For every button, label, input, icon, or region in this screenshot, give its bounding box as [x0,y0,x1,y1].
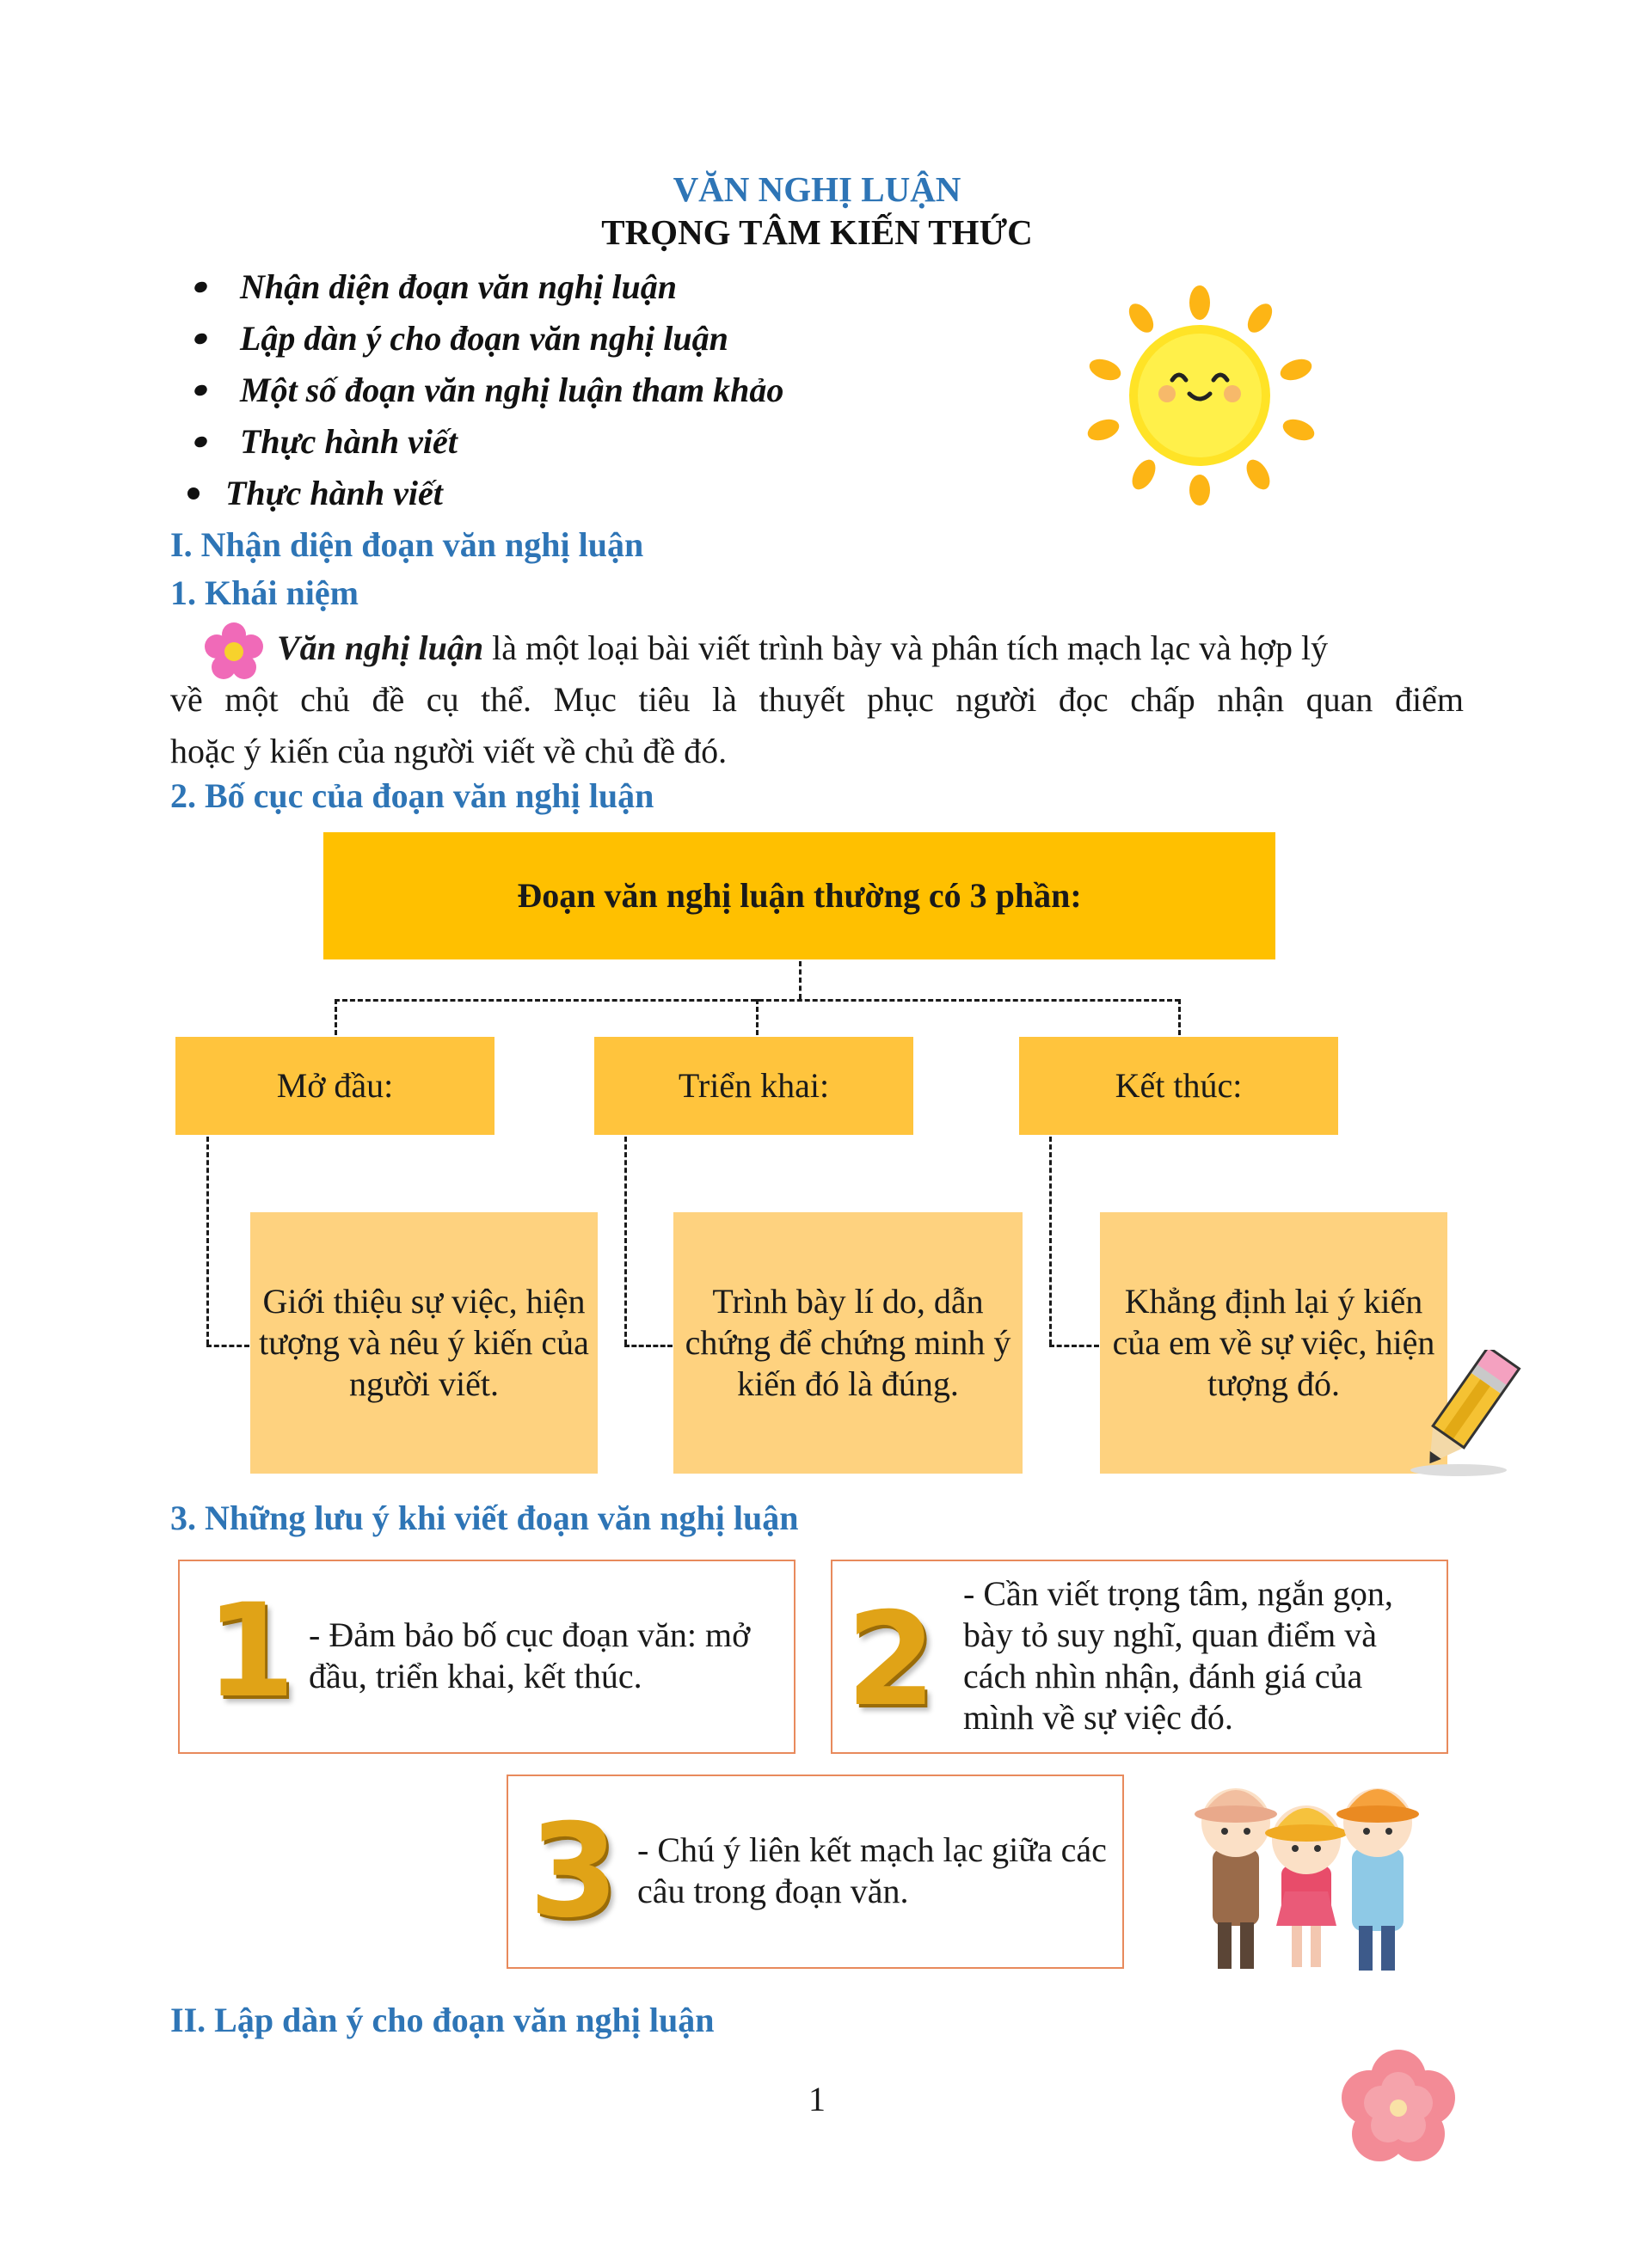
section-heading-1: I. Nhận diện đoạn văn nghị luận [170,525,644,564]
pencil-icon [1407,1350,1527,1479]
bullet-dot-icon [193,331,209,346]
subsection-heading: 3. Những lưu ý khi viết đoạn văn nghị luận [170,1499,799,1537]
connector-line [756,999,759,1035]
note-text: - Chú ý liên kết mạch lạc giữa các câu trong đoạn văn. [637,1830,1107,1910]
connector-line [335,999,337,1035]
bullet-dot-icon [193,434,209,449]
note-text: - Đảm bảo bố cục đoạn văn: mở đầu, triển khai, kết thúc. [309,1615,751,1695]
connector-line [624,1345,673,1347]
diagram-part-desc: Trình bày lí do, dẫn chứng để chứng minh ý kiến đó là đúng. [673,1212,1023,1474]
bullet-item: Nhận diện đoạn văn nghị luận [194,267,677,308]
connector-line [1049,1345,1099,1347]
note-card-2 [831,1560,1448,1754]
section-heading-2: II. Lập dàn ý cho đoạn văn nghị luận [170,2001,715,2039]
number-1-icon: 1 [206,1577,296,1726]
diagram-part-label: Kết thúc: [1019,1037,1338,1135]
diagram-part-desc: Khẳng định lại ý kiến của em về sự việc, hiện tượng đó. [1100,1212,1447,1474]
definition-paragraph: Văn nghị luận là một loại bài viết trình bày và phân tích mạch lạc và hợp lý về một chủ đề cụ thể. Mục tiêu là thuyết phục người đọc chấp nhận quan điểm hoặc ý kiến của người viết về chủ đề đó. [170,628,1464,770]
children-illustration [1170,1754,1445,1986]
pink-flower-icon [1338,2048,1459,2168]
note-card-3 [507,1775,1124,1969]
connector-line [206,1345,249,1347]
doc-subtitle: TRỌNG TÂM KIẾN THỨC [601,212,1033,252]
subsection-heading: 2. Bố cục của đoạn văn nghị luận [170,776,654,815]
number-3-icon: 3 [529,1797,619,1946]
bullet-item: Một số đoạn văn nghị luận tham khảo [194,370,783,411]
bullet-dot-icon [193,279,209,294]
bullet-item: Lập dàn ý cho đoạn văn nghị luận [194,318,728,359]
definition-term: Văn nghị luận [277,628,484,667]
page-number: 1 [808,2080,826,2118]
bullet-item: Thực hành viết [194,421,458,463]
connector-line [1178,999,1181,1035]
diagram-part-label: Triển khai: [594,1037,913,1135]
connector-line [206,1137,209,1345]
connector-line [624,1137,627,1345]
note-text: - Cần viết trọng tâm, ngắn gọn, bày tỏ suy nghĩ, quan điểm và cách nhìn nhận, đánh giá của mình về sự việc đó. [963,1574,1393,1737]
sun-icon [1079,284,1320,507]
bullet-dot-icon [187,487,200,500]
bullet-item: Thực hành viết [187,473,443,514]
note-card-1 [178,1560,796,1754]
doc-title: VĂN NGHỊ LUẬN [673,169,961,209]
diagram-part-desc: Giới thiệu sự việc, hiện tượng và nêu ý kiến của người viết. [250,1212,598,1474]
bullet-dot-icon [193,383,209,397]
connector-line [1049,1137,1052,1345]
diagram-main-box: Đoạn văn nghị luận thường có 3 phần: [323,832,1275,959]
number-2-icon: 2 [846,1585,937,1735]
subsection-heading: 1. Khái niệm [170,573,359,612]
connector-line [799,961,802,999]
diagram-part-label: Mở đầu: [175,1037,494,1135]
